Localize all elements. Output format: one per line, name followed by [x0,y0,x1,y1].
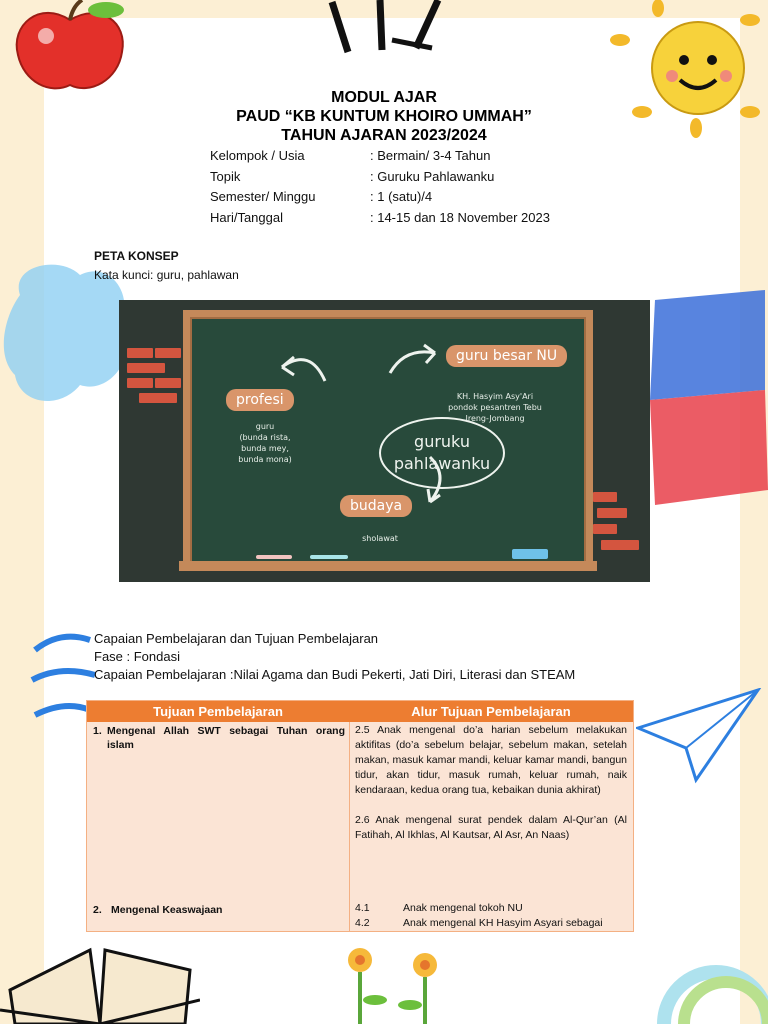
column-header: Tujuan Pembelajaran [153,704,283,719]
tag-guru-besar: guru besar NU [446,345,567,367]
apple-icon [10,0,130,95]
brick [139,393,177,403]
meta-value: : 14-15 dan 18 November 2023 [370,209,550,225]
meta-label: Semester/ Minggu [210,189,316,204]
chalkboard [183,310,593,570]
center-line: guruku [414,432,470,451]
profesi-line: bunda mey, [241,444,289,453]
peta-konsep-heading: PETA KONSEP [94,249,179,263]
capaian-heading: Capaian Pembelajaran dan Tujuan Pembelajaran [94,631,379,646]
brick [127,378,153,388]
fase-text: Fase : Fondasi [94,649,180,664]
crayon-strokes-icon [320,0,470,60]
profesi-line: (bunda rista, [239,433,291,442]
paper-plane-icon [636,688,762,788]
title-line: PAUD “KB KUNTUM KHOIRO UMMAH” [236,108,532,125]
tag-budaya: budaya [340,495,412,517]
brick [593,492,617,502]
chalk-stick [310,555,348,559]
meta-row [210,146,630,167]
meta-label: Topik [210,168,241,184]
chalk-ledge [179,561,597,571]
table-cell: 2.6 Anak mengenal surat pendek dalam Al-Qur’an (Al Fatihah, Al Ikhlas, Al Kautsar, Al Asr, An Naas) [355,814,627,841]
column-divider [349,722,350,932]
center-line: pahlawanku [393,454,491,473]
capaian-text: Capaian Pembelajaran :Nilai Agama dan Budi Pekerti, Jati Diri, Literasi dan STEAM [94,667,576,682]
meta-value: : Guruku Pahlawanku [370,168,495,184]
row-number: 4.1 [355,902,370,914]
meta-value: : 1 (satu)/4 [370,189,433,204]
objective-text: Mengenal Keaswajaan [111,904,223,916]
brick [601,540,639,550]
brick [127,348,153,358]
tag-profesi: profesi [226,389,294,411]
meta-row [210,167,630,188]
alur-text: Anak mengenal KH Hasyim Asyari sebagai [403,917,603,929]
row-number: 4.2 [355,917,370,929]
rainbow-icon [656,950,768,1024]
learning-objectives-table [86,700,634,932]
table-cell [93,724,345,752]
guru-besar-line: pondok pesantren Tebu [448,403,542,412]
title-line: TAHUN AJARAN 2023/2024 [281,127,487,144]
brick [155,378,181,388]
document-title [0,88,768,145]
guru-besar-line: KH. Hasyim Asy'Ari [456,392,534,401]
meta-value: : Bermain/ 3-4 Tahun [370,148,491,163]
flag-scribble-icon [645,290,768,520]
alur-text: Anak mengenal tokoh NU [403,902,523,914]
guru-besar-text [430,391,560,424]
eraser [512,549,548,559]
profesi-line: guru [255,422,275,431]
row-number: 2. [93,904,102,916]
guru-besar-line: Ireng-Jombang [465,414,525,423]
meta-row [210,187,630,208]
meta-label: Hari/Tanggal [210,209,283,225]
table-cell [355,901,627,916]
table-cell [93,903,345,917]
meta-row [210,208,630,229]
meta-info [210,146,630,228]
brick [593,524,617,534]
table-header [87,701,633,722]
row-number: 1. [93,725,102,737]
concept-map-image [119,300,650,582]
brick [127,363,165,373]
brick [597,508,627,518]
book-icon [0,930,200,1024]
profesi-text [220,421,310,465]
profesi-line: bunda mona) [238,455,292,464]
title-line: MODUL AJAR [331,89,437,106]
table-cell: 2.5 Anak mengenal do’a harian sebelum melakukan aktifitas (do’a sebelum belajar, sebelum makan, setelah makan, masuk kamar mandi, keluar kamar mandi, bangun tidur, akan tidur, masuk rumah, keluar rumah, naik kendaraan, kedua orang tua, kebaikan dunia akhirat) [355,724,627,796]
keywords-text: Kata kunci: guru, pahlawan [94,268,239,282]
column-header: Alur Tujuan Pembelajaran [411,704,571,719]
meta-label: Kelompok / Usia [210,148,305,163]
brick [155,348,181,358]
table-cell [355,916,627,931]
chalk-stick [256,555,292,559]
budaya-text: sholawat [362,534,398,543]
objective-text: Mengenal Allah SWT sebagai Tuhan orang islam [107,725,345,751]
flowers-icon [330,940,460,1024]
